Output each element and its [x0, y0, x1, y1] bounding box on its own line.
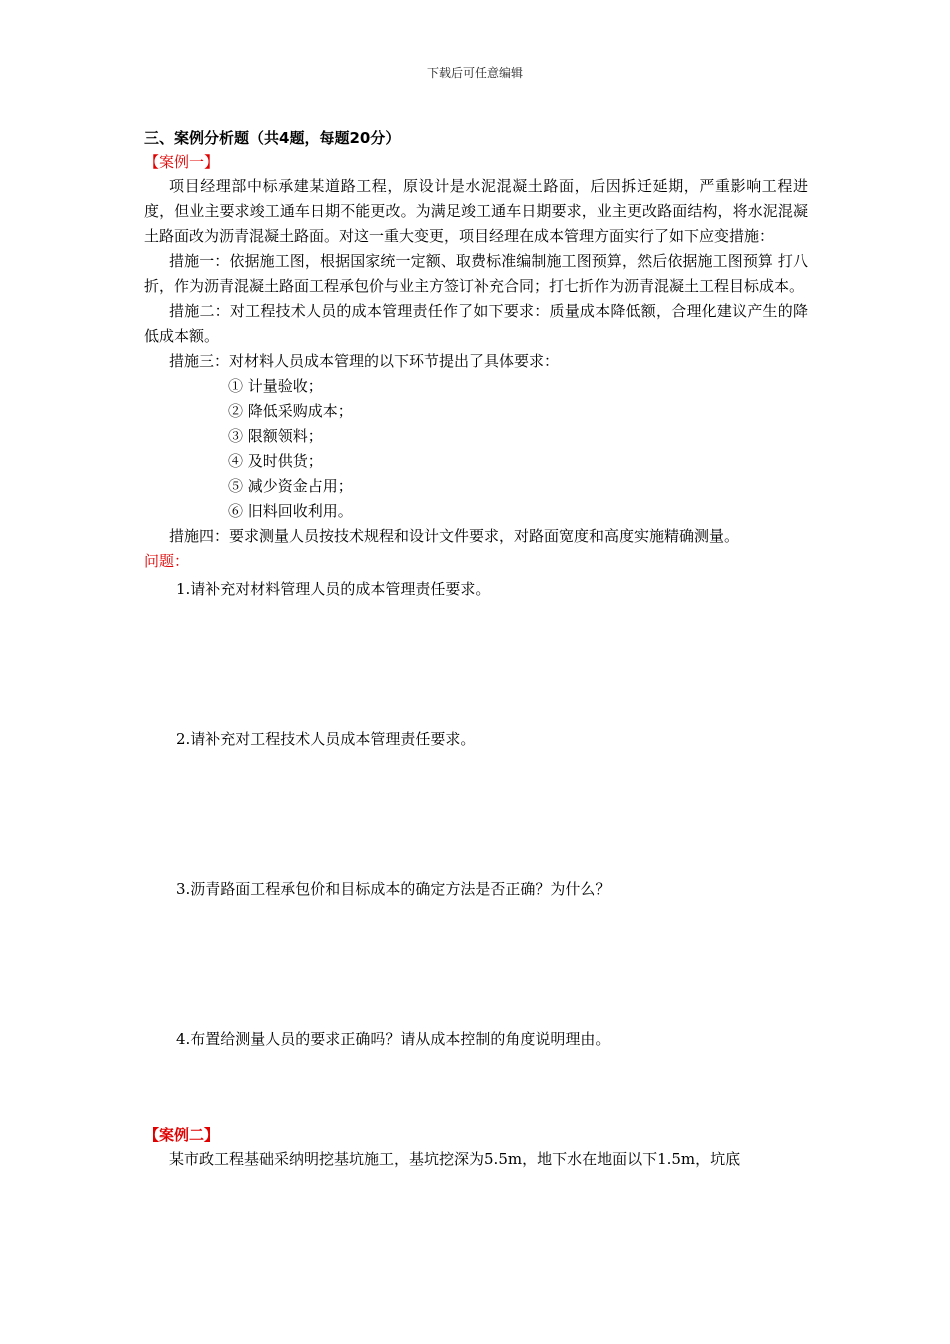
question-1: 1.请补充对材料管理人员的成本管理责任要求。 — [176, 580, 491, 598]
question-4: 4.布置给测量人员的要求正确吗？请从成本控制的角度说明理由。 — [176, 1030, 611, 1048]
list-item: ② 降低采购成本； — [228, 402, 353, 420]
case1-intro: 项目经理部中标承建某道路工程，原设计是水泥混凝土路面，后因拆迁延期，严重影响工程进度，但业主要求竣工通车日期不能更改。为满足竣工通车日期要求，业主更改路面结构，将水泥混凝土路面改为沥青混凝土路面。对这一重大变更，项目经理在成本管理方面实行了如下应变措施： — [144, 177, 808, 245]
section-title: 三、案例分析题（共4题，每题20分） — [144, 129, 401, 147]
list-item: ③ 限额领料； — [228, 427, 323, 445]
case1-measure1: 措施一：依据施工图，根据国家统一定额、取费标准编制施工图预算，然后依据施工图预算 打八折，作为沥青混凝土路面工程承包价与业主方签订补充合同；打七折作为沥青混凝土工程目标成本。 — [144, 252, 808, 295]
list-item: ⑤ 减少资金占用； — [228, 477, 353, 495]
question-2: 2.请补充对工程技术人员成本管理责任要求。 — [176, 730, 476, 748]
page-header: 下载后可任意编辑 — [426, 66, 523, 80]
case2-intro: 某市政工程基础采纳明挖基坑施工，基坑挖深为5.5m，地下水在地面以下1.5m，坑底 — [169, 1150, 741, 1168]
list-item: ④ 及时供货； — [228, 452, 323, 470]
case1-measure2: 措施二：对工程技术人员的成本管理责任作了如下要求：质量成本降低额，合理化建议产生的降低成本额。 — [144, 302, 808, 345]
case1-title: 【案例一】 — [144, 153, 220, 171]
document-body — [144, 126, 808, 1172]
list-item: ⑥ 旧料回收利用。 — [228, 502, 353, 520]
question-3: 3.沥青路面工程承包价和目标成本的确定方法是否正确？为什么？ — [176, 880, 611, 898]
list-item: ① 计量验收； — [228, 377, 323, 395]
case1-measure3: 措施三：对材料人员成本管理的以下环节提出了具体要求： — [169, 352, 560, 370]
questions-label: 问题： — [144, 552, 190, 570]
case1-measure4: 措施四：要求测量人员按技术规程和设计文件要求，对路面宽度和高度实施精确测量。 — [169, 527, 740, 545]
case2-title: 【案例二】 — [144, 1126, 220, 1144]
